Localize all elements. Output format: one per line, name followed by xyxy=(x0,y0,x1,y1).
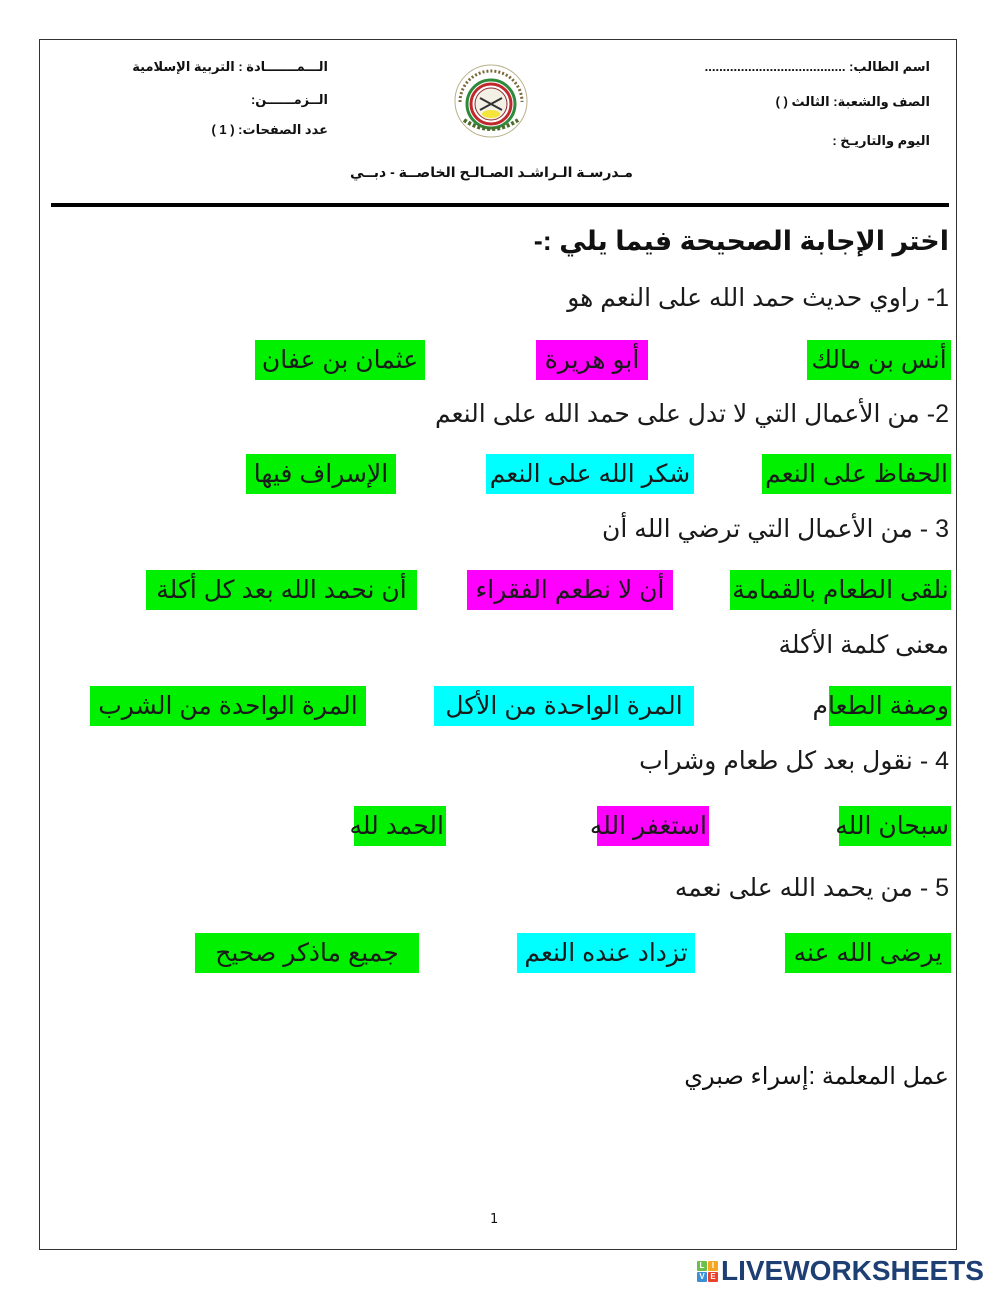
option-5-1[interactable]: سبحان الله xyxy=(839,806,951,846)
option-4-2[interactable]: المرة الواحدة من الأكل xyxy=(434,686,694,726)
question-meaning: معنى كلمة الأكلة xyxy=(778,631,949,659)
question-1: 1- راوي حديث حمد الله على النعم هو xyxy=(567,284,949,312)
brand-name: LIVEWORKSHEETS xyxy=(721,1255,984,1286)
instructions-heading: اختر الإجابة الصحيحة فيما يلي :- xyxy=(533,226,949,256)
option-1-2[interactable]: أبو هريرة xyxy=(536,340,648,380)
header-divider xyxy=(51,203,949,207)
brand-grid-icon xyxy=(697,1261,718,1282)
option-2-3[interactable]: الإسراف فيها xyxy=(246,454,396,494)
option-3-3[interactable]: أن نحمد الله بعد كل أكلة xyxy=(146,570,417,610)
option-1-1[interactable]: أنس بن مالك xyxy=(807,340,951,380)
option-2-2[interactable]: شكر الله على النعم xyxy=(486,454,694,494)
class-section-field: الصف والشعبة: الثالث ( ) xyxy=(775,94,930,109)
day-date-field: اليوم والتاريـخ : xyxy=(832,133,930,148)
time-field: الــزمــــــن: xyxy=(250,92,328,107)
option-3-1[interactable]: نلقى الطعام بالقمامة xyxy=(730,570,951,610)
question-2: 2- من الأعمال التي لا تدل على حمد الله على النعم xyxy=(434,400,949,428)
option-2-1[interactable]: الحفاظ على النعم xyxy=(762,454,951,494)
question-4: 4 - نقول بعد كل طعام وشراب xyxy=(639,747,949,775)
subject-field: الـــمـــــــادة : التربية الإسلامية xyxy=(132,59,328,74)
teacher-signature: عمل المعلمة :إسراء صبري xyxy=(684,1063,949,1090)
option-1-3[interactable]: عثمان بن عفان xyxy=(255,340,425,380)
brand-letter: V xyxy=(697,1272,707,1282)
option-5-3[interactable]: الحمد لله xyxy=(354,806,446,846)
option-5-2[interactable]: استغفر الله xyxy=(597,806,709,846)
pages-count-field: عدد الصفحات: ( 1 ) xyxy=(211,122,328,137)
brand-letter: L xyxy=(697,1261,707,1271)
page-number: 1 xyxy=(490,1212,499,1227)
brand-letter: I xyxy=(708,1261,718,1271)
option-6-1[interactable]: يرضى الله عنه xyxy=(785,933,951,973)
school-name: مـدرسـة الـراشـد الصـالـح الخاصــة - دبــي xyxy=(350,164,633,180)
student-name-field: اسم الطالب: ....................................... xyxy=(704,59,930,74)
option-4-1[interactable]: وصفة الطعام xyxy=(829,686,951,726)
school-emblem-icon xyxy=(452,62,530,140)
question-5: 5 - من يحمد الله على نعمه xyxy=(674,874,949,902)
option-4-3[interactable]: المرة الواحدة من الشرب xyxy=(90,686,366,726)
brand-letter: E xyxy=(708,1272,718,1282)
option-6-3[interactable]: جميع ماذكر صحيح xyxy=(195,933,419,973)
option-6-2[interactable]: تزداد عنده النعم xyxy=(517,933,695,973)
option-3-2[interactable]: أن لا نطعم الفقراء xyxy=(467,570,673,610)
question-3: 3 - من الأعمال التي ترضي الله أن xyxy=(602,515,949,543)
liveworksheets-logo[interactable] xyxy=(697,1257,984,1285)
